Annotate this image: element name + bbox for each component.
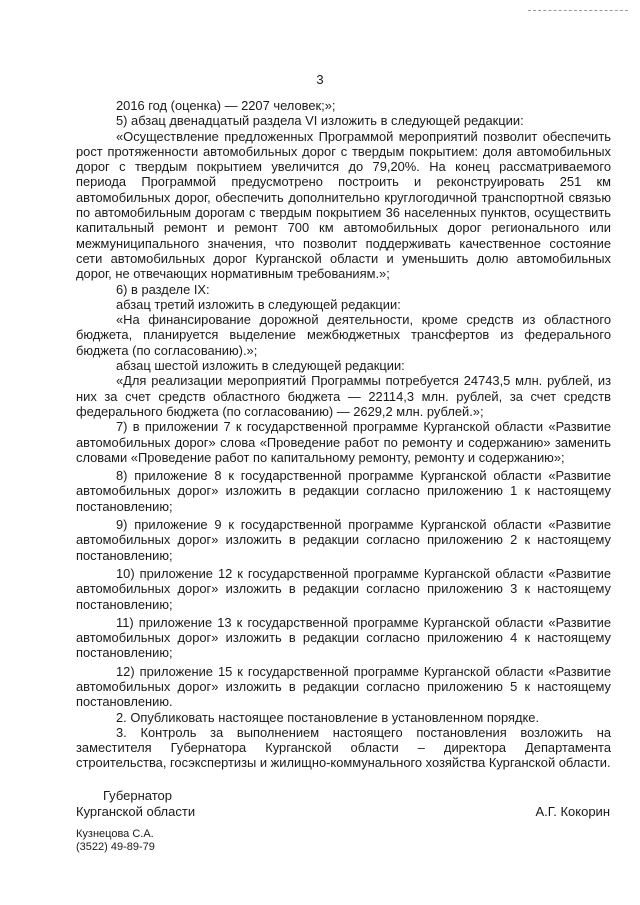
- signatory-title-line: Губернатор: [103, 788, 172, 803]
- contact-name: Кузнецова С.А.: [76, 828, 154, 840]
- paragraph: абзац шестой изложить в следующей редакции:: [116, 358, 405, 374]
- paragraph: 6) в разделе IX:: [116, 281, 210, 297]
- signatory-name: А.Г. Кокорин: [535, 804, 610, 819]
- paragraph: «Осуществление предложенных Программой мероприятий позволит обеспечить рост протяженности автомобильных дорог с твердым покрытием: доля автомобильных дорог с твердым покрытием увеличится до 79,20%. На конец рассматриваемого периода Программой предусмотрено построить и реконструировать 251 км автомобильных дорог, обеспечить дополнительно круглогодичной транспортной связью по автомобильным дорогам с твердым покрытием 36 населенных пунктов, осуществить капитальный ремонт и ремонт 700 км автомобильных дорог регионального или межмуниципального значения, что позволит поддерживать качественное состояние сети автомобильных дорог Курганской области и уменьшить долю автомобильных дорог, не отвечающих нормативным требованиям.»;: [76, 128, 611, 282]
- document-body: [76, 98, 611, 771]
- paragraph: 10) приложение 12 к государственной программе Курганской области «Развитие автомобильных дорог» изложить в редакции согласно приложению 3 к настоящему постановлению;: [76, 565, 611, 612]
- signatory-title-line: Курганской области: [76, 803, 196, 819]
- paragraph: 8) приложение 8 к государственной программе Курганской области «Развитие автомобильных дорог» изложить в редакции согласно приложению 1 к настоящему постановлению;: [76, 468, 611, 514]
- paragraph: 11) приложение 13 к государственной программе Курганской области «Развитие автомобильных дорог» изложить в редакции согласно приложению 4 к настоящему постановлению;: [76, 614, 611, 661]
- paragraph: «На финансирование дорожной деятельности, кроме средств из областного бюджета, планируется выделение межбюджетных трансфертов из федерального бюджета (по согласованию).»;: [76, 312, 611, 358]
- paragraph: 12) приложение 15 к государственной программе Курганской области «Развитие автомобильных дорог» изложить в редакции согласно приложению 5 к настоящему постановлению.: [76, 663, 611, 710]
- contact-block: [76, 828, 155, 854]
- paragraph: 7) в приложении 7 к государственной программе Курганской области «Развитие автомобильных дорог» слова «Проведение работ по ремонту и содержанию» заменить словами «Проведение работ по капитальному ремонту, ремонту и содержанию»;: [76, 419, 611, 465]
- paragraph: 3. Контроль за выполнением настоящего постановления возложить на заместителя Губернатора Курганской области – директора Департамента строительства, госэкспертизы и жилищно-коммунального хозяйства Курганской области.: [76, 724, 611, 771]
- signatory-title: [76, 788, 276, 819]
- contact-phone: (3522) 49-89-79: [76, 841, 155, 853]
- paragraph: 5) абзац двенадцатый раздела VI изложить в следующей редакции:: [116, 113, 524, 129]
- page-number: 3: [316, 72, 324, 87]
- scan-artifact-line: [528, 10, 628, 11]
- paragraph: 9) приложение 9 к государственной программе Курганской области «Развитие автомобильных дорог» изложить в редакции согласно приложению 2 к настоящему постановлению;: [76, 517, 611, 563]
- paragraph: абзац третий изложить в следующей редакции:: [116, 296, 401, 312]
- paragraph: «Для реализации мероприятий Программы потребуется 24743,5 млн. рублей, из них за счет средств областного бюджета — 22114,3 млн. рублей, за счет средств федерального бюджета (по согласованию) — 2629,2 млн. рублей.»;: [76, 373, 611, 419]
- paragraph: 2. Опубликовать настоящее постановление в установленном порядке.: [116, 709, 540, 725]
- paragraph: 2016 год (оценка) — 2207 человек;»;: [116, 98, 336, 113]
